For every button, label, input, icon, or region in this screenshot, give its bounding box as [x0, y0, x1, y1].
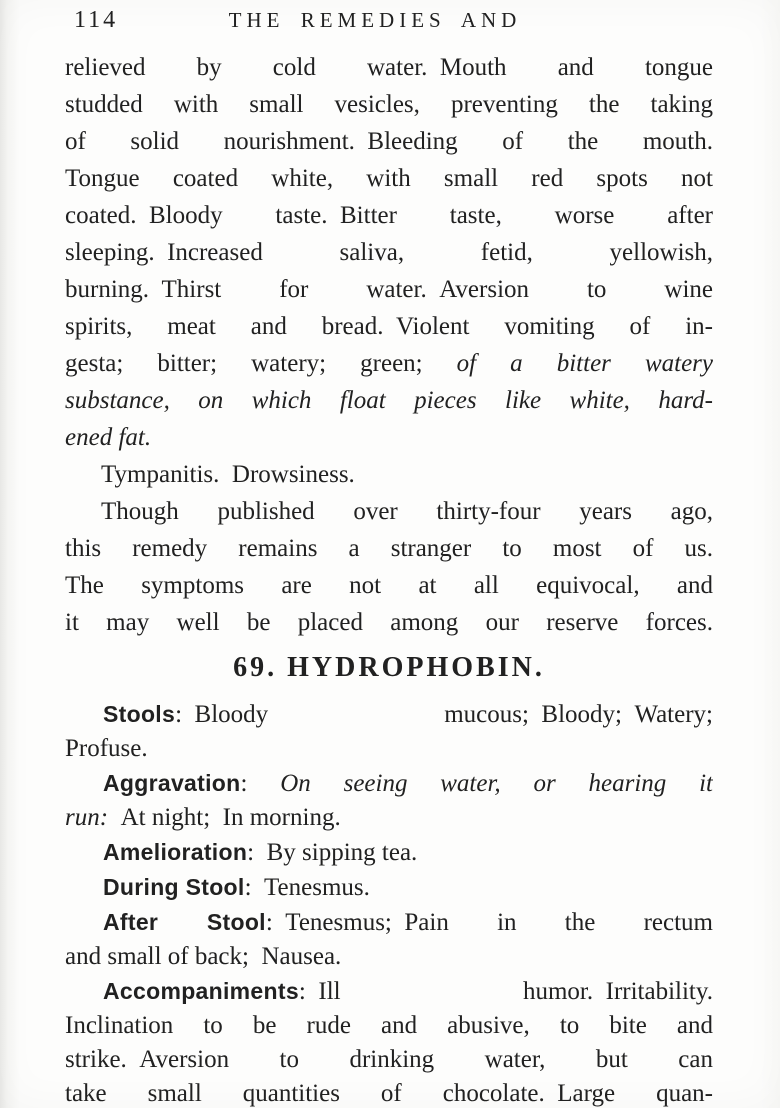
text-line [65, 530, 713, 567]
text-segment: : [240, 770, 281, 797]
text-segment: sleeping. Increased saliva, fetid, yellowish, [65, 239, 713, 266]
text-line [65, 382, 713, 419]
paragraph [65, 835, 713, 870]
page-header [0, 6, 780, 36]
text-line [65, 271, 713, 308]
text-line [65, 234, 713, 271]
text-segment: of solid nourishment. Bleeding of the mouth. [65, 128, 713, 155]
paragraph [65, 974, 713, 1108]
text-segment: : Tenesmus. [244, 874, 370, 901]
text-line [65, 940, 713, 974]
text-segment: On seeing water, or hearing it [280, 770, 713, 797]
text-segment: Inclination to be rude and abusive, to bite and [65, 1012, 713, 1039]
symptom-label: Accompaniments [103, 978, 299, 1004]
symptom-label: Aggravation [103, 770, 241, 796]
text-line [65, 493, 713, 530]
text-segment: burning. Thirst for water. Aversion to wine [65, 276, 713, 303]
text-line [65, 905, 713, 940]
running-header: THE REMEDIES AND [228, 8, 522, 32]
symptom-label: During Stool [103, 874, 245, 900]
body-text-lower [65, 697, 713, 1108]
text-segment: gesta; bitter; watery; green; [65, 350, 457, 377]
text-segment: run: [65, 804, 109, 831]
text-line [65, 197, 713, 234]
text-line [65, 49, 713, 86]
paragraph [65, 493, 713, 641]
paragraph [65, 697, 713, 766]
paragraph [65, 456, 713, 493]
body-text-upper [65, 49, 713, 641]
text-segment: take small quantities of chocolate. Large quan- [65, 1080, 713, 1107]
text-segment: substance, on which float pieces like white, hard- [65, 387, 713, 414]
text-segment: Tongue coated white, with small red spots not [65, 165, 713, 192]
text-line [65, 567, 713, 604]
text-segment: it may well be placed among our reserve forces. [65, 609, 713, 636]
paragraph [65, 870, 713, 905]
text-line [65, 604, 713, 641]
page-body [65, 49, 713, 1108]
text-line [65, 345, 713, 382]
text-segment: The symptoms are not at all equivocal, and [65, 572, 713, 599]
symptom-label: After Stool [103, 909, 266, 935]
text-line [65, 86, 713, 123]
text-segment: coated. Bloody taste. Bitter taste, worse after [65, 202, 713, 229]
text-segment: studded with small vesicles, preventing the taking [65, 91, 713, 118]
symptom-label: Stools [103, 701, 176, 727]
text-line [65, 801, 713, 835]
text-line [65, 123, 713, 160]
text-segment: strike. Aversion to drinking water, but can [65, 1046, 713, 1073]
page-number: 114 [74, 7, 119, 33]
symptom-label: Amelioration [103, 839, 248, 865]
text-line [65, 456, 713, 493]
text-segment: relieved by cold water. Mouth and tongue [65, 54, 713, 81]
text-segment: At night; In morning. [108, 804, 341, 831]
text-line [65, 1077, 713, 1108]
text-line [65, 732, 713, 766]
text-segment: Though published over thirty-four years ago, [101, 498, 713, 525]
text-line [65, 1043, 713, 1077]
text-segment: of a bitter watery [456, 350, 713, 377]
text-segment: Tympanitis. Drowsiness. [101, 461, 355, 488]
text-line [65, 835, 713, 870]
text-segment: and small of back; Nausea. [65, 943, 342, 970]
text-line [65, 308, 713, 345]
text-line [65, 870, 713, 905]
section-heading: 69. HYDROPHOBIN. [233, 652, 545, 683]
text-segment: Profuse. [65, 735, 148, 762]
text-line [65, 766, 713, 801]
text-segment: this remedy remains a stranger to most of us. [65, 535, 713, 562]
paragraph [65, 905, 713, 974]
text-segment: : Ill humor. Irritability. [298, 978, 713, 1005]
text-segment: spirits, meat and bread. Violent vomiting of in- [65, 313, 713, 340]
text-segment: : Tenesmus; Pain in the rectum [265, 909, 713, 936]
text-line [65, 160, 713, 197]
text-line [65, 697, 713, 732]
text-line [65, 1009, 713, 1043]
text-segment: : By sipping tea. [247, 839, 418, 866]
text-segment: : Bloody mucous; Bloody; Watery; [175, 701, 713, 728]
text-segment: ened fat. [65, 424, 152, 451]
text-line [65, 419, 713, 456]
paragraph [65, 49, 713, 456]
paragraph [65, 766, 713, 835]
text-line [65, 974, 713, 1009]
